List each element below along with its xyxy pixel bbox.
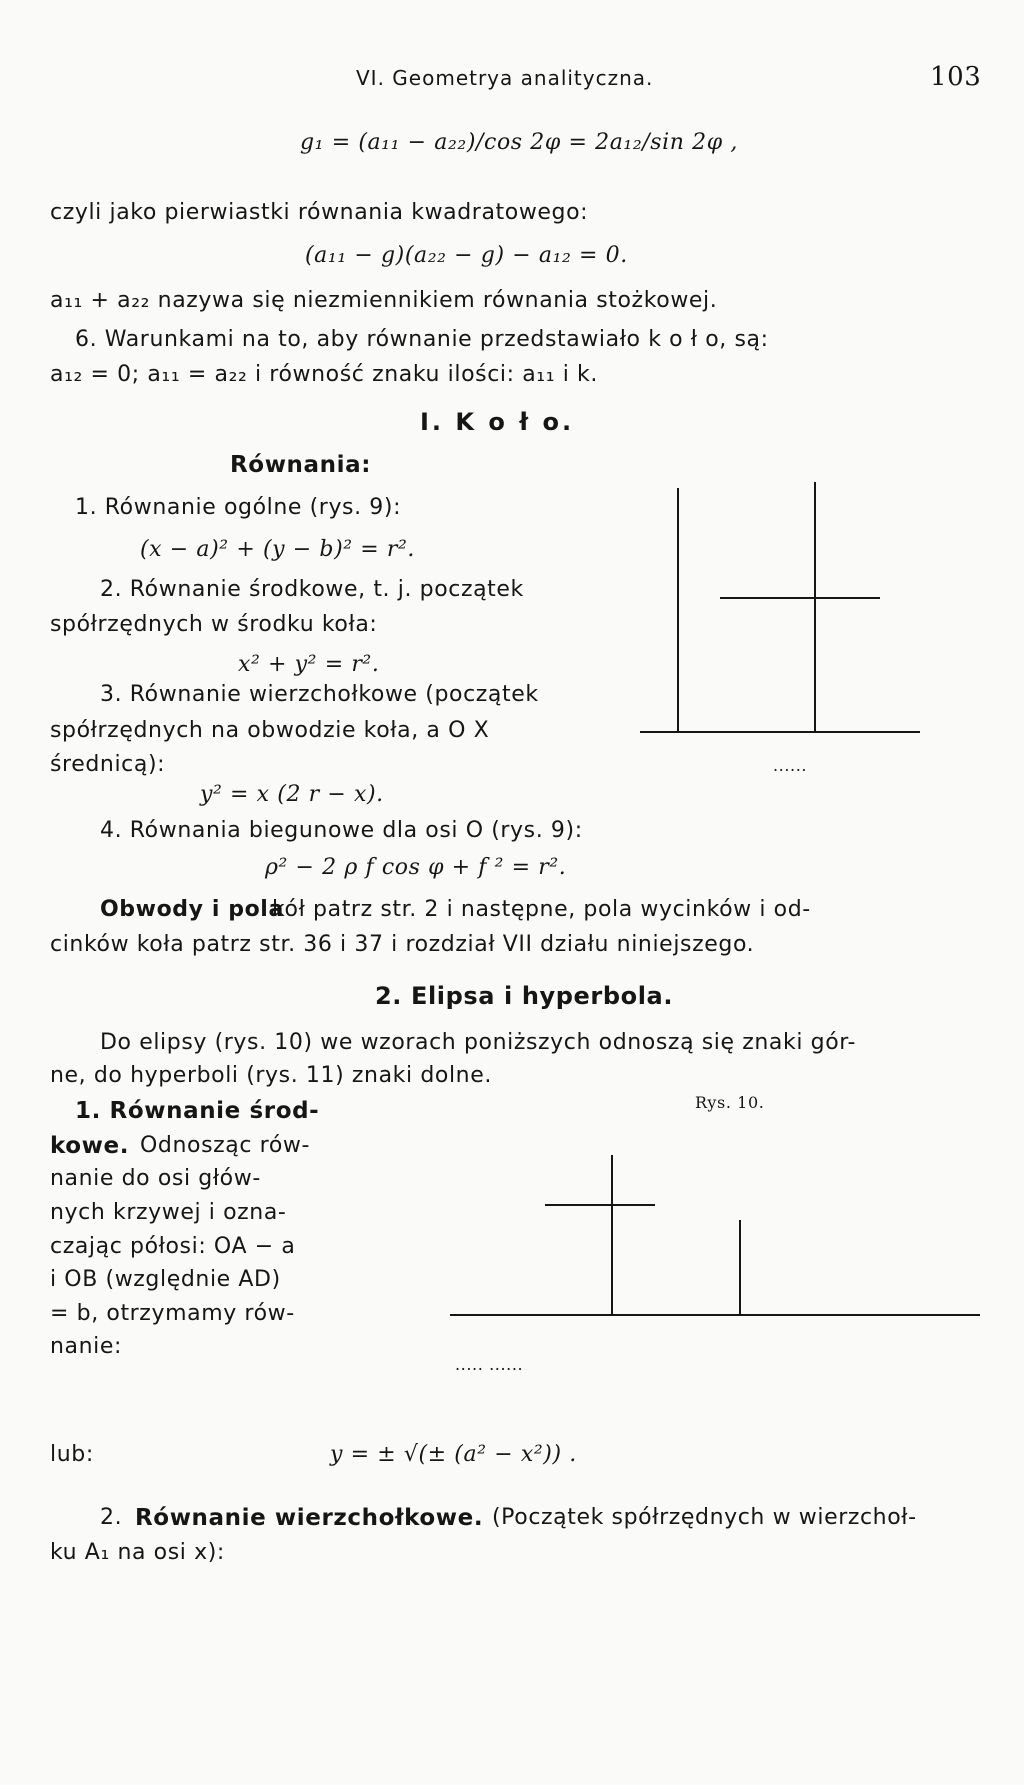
text-do-hyperboli: ne, do hyperboli (rys. 11) znaki dolne. <box>50 1063 492 1088</box>
equation-tan2phi: g₁ = (a₁₁ − a₂₂)/cos 2φ = 2a₁₂/sin 2φ , <box>300 130 738 155</box>
equation-quadratic: (a₁₁ − g)(a₂₂ − g) − a₁₂ = 0. <box>305 243 628 268</box>
fig10-dots: ..... ...... <box>455 1355 524 1374</box>
item-4: 4. Równania biegunowe dla osi O (rys. 9): <box>100 818 583 843</box>
item-2b: spółrzędnych w środku koła: <box>50 612 378 637</box>
text-s7: = b, otrzymamy rów- <box>50 1301 295 1326</box>
text-odnoszac: Odnosząc rów- <box>140 1133 311 1158</box>
item-3c: średnicą): <box>50 752 166 777</box>
item-2a: 2. Równanie środkowe, t. j. początek <box>100 577 524 602</box>
text-do-elipsy: Do elipsy (rys. 10) we wzorach poniższych odnoszą się znaki gór- <box>100 1030 857 1055</box>
section-title-elipsa: 2. Elipsa i hyperbola. <box>375 982 674 1010</box>
item-3b: spółrzędnych na obwodzie koła, a O X <box>50 718 490 743</box>
subsection-1-title-cont: kowe. <box>50 1133 130 1159</box>
equation-central: x² + y² = r². <box>238 652 380 677</box>
fig9-dots: ...... <box>773 756 808 775</box>
text-obwody: kół patrz str. 2 i następne, pola wycinków i od- <box>272 897 811 922</box>
text-warunki-1: 6. Warunkami na to, aby równanie przedstawiało k o ł o, są: <box>75 327 769 352</box>
figure-9 <box>640 480 940 800</box>
text-s6: i OB (względnie AD) <box>50 1267 281 1292</box>
text-s8: nanie: <box>50 1334 123 1359</box>
text-obwody-bold: Obwody i pola <box>100 897 284 922</box>
subsection-2-title: Równanie wierzchołkowe. <box>135 1505 484 1531</box>
text-warunki-2: a₁₂ = 0; a₁₁ = a₂₂ i równość znaku ilości: a₁₁ i k. <box>50 362 598 387</box>
section-title-kolo: I. K o ł o. <box>420 408 575 436</box>
figure-10-label: Rys. 10. <box>695 1093 765 1112</box>
text-obwody-2: cinków koła patrz str. 36 i 37 i rozdział VII działu niniejszego. <box>50 932 755 957</box>
text-s4: nych krzywej i ozna- <box>50 1200 287 1225</box>
text-s5: czając półosi: OA − a <box>50 1234 296 1259</box>
running-header: VI. Geometrya analityczna. <box>356 66 654 90</box>
equation-general: (x − a)² + (y − b)² = r². <box>140 537 416 562</box>
equation-lub: y = ± √(± (a² − x²)) . <box>330 1442 577 1467</box>
text-czyli: czyli jako pierwiastki równania kwadratowego: <box>50 200 589 225</box>
text-ku-a1: ku A₁ na osi x): <box>50 1540 225 1565</box>
item-3a: 3. Równanie wierzchołkowe (początek <box>100 682 539 707</box>
item-1: 1. Równanie ogólne (rys. 9): <box>75 495 402 520</box>
subsection-2-number: 2. <box>100 1505 123 1530</box>
text-niezmiennik: a₁₁ + a₂₂ nazywa się niezmiennikiem równania stożkowej. <box>50 288 718 313</box>
equation-vertex: y² = x (2 r − x). <box>200 782 384 807</box>
text-s3: nanie do osi głów- <box>50 1166 261 1191</box>
heading-rownania: Równania: <box>230 452 372 478</box>
subsection-1-title: 1. Równanie środ- <box>75 1098 320 1124</box>
text-poczatek: (Początek spółrzędnych w wierzchoł- <box>492 1505 917 1530</box>
page-number: 103 <box>930 62 982 92</box>
text-lub: lub: <box>50 1442 94 1467</box>
figure-10 <box>450 1145 990 1355</box>
equation-polar: ρ² − 2 ρ f cos φ + f ² = r². <box>265 855 567 880</box>
